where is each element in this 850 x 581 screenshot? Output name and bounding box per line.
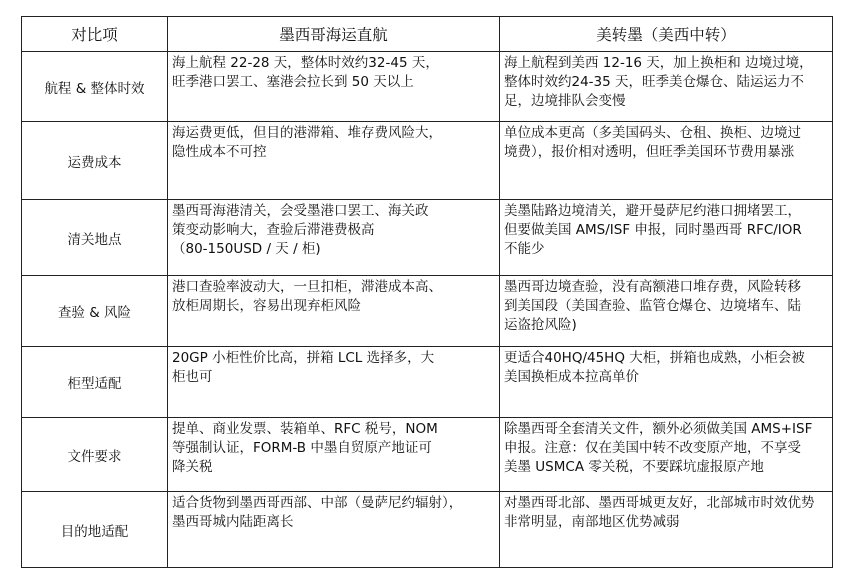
cell-line: 不能少 bbox=[504, 241, 545, 257]
cell-line: 旺季港口罢工、塞港会拉长到 50 天以上 bbox=[172, 74, 414, 90]
cell-line: 美墨 USMCA 零关税，不要踩坑虚报原产地 bbox=[504, 459, 764, 475]
direct-cell bbox=[168, 52, 500, 122]
header-item: 对比项 bbox=[22, 17, 168, 52]
cell-line: 20GP 小柜性价比高，拼箱 LCL 选择多，大 bbox=[172, 350, 435, 366]
row-label: 柜型适配 bbox=[22, 347, 168, 418]
cell-line: 美墨陆路边境清关，避开曼萨尼约港口拥堵罢工， bbox=[504, 203, 801, 219]
table-row bbox=[22, 52, 833, 122]
table-row bbox=[22, 347, 833, 418]
transit-cell bbox=[500, 492, 833, 568]
header-row bbox=[22, 17, 833, 52]
table-row bbox=[22, 276, 833, 347]
cell-line: 柜也可 bbox=[172, 369, 213, 385]
direct-cell bbox=[168, 276, 500, 347]
cell-line: 申报。注意：仅在美国中转不改变原产地，不享受 bbox=[504, 440, 801, 456]
table-row bbox=[22, 122, 833, 200]
cell-line: 到美国段（美国查验、监管仓爆仓、边境堵车、陆 bbox=[504, 298, 801, 314]
row-label: 查验 & 风险 bbox=[22, 276, 168, 347]
cell-line: 美国换柜成本拉高单价 bbox=[504, 369, 639, 385]
cell-line: 整体时效约24-35 天，旺季美仓爆仓、陆运运力不 bbox=[504, 74, 805, 90]
cell-line: 放柜周期长，容易出现弃柜风险 bbox=[172, 298, 361, 314]
table-row bbox=[22, 200, 833, 276]
cell-line: （80-150USD / 天 / 柜) bbox=[172, 241, 321, 257]
direct-cell bbox=[168, 492, 500, 568]
transit-cell bbox=[500, 122, 833, 200]
cell-line: 港口查验率波动大，一旦扣柜，滞港成本高、 bbox=[172, 279, 442, 295]
cell-line: 海运费更低，但目的港滞箱、堆存费风险大， bbox=[172, 125, 442, 141]
transit-cell bbox=[500, 347, 833, 418]
transit-cell bbox=[500, 52, 833, 122]
cell-line: 墨西哥边境查验，没有高额港口堆存费，风险转移 bbox=[504, 279, 801, 295]
cell-line: 墨西哥海港清关，会受墨港口罢工、海关政 bbox=[172, 203, 429, 219]
cell-line: 隐性成本不可控 bbox=[172, 144, 267, 160]
cell-line: 策变动影响大，查验后滞港费极高 bbox=[172, 222, 375, 238]
table-row bbox=[22, 492, 833, 568]
cell-line: 海上航程到美西 12-16 天，加上换柜和 边境过境， bbox=[504, 55, 813, 71]
row-label: 航程 & 整体时效 bbox=[22, 52, 168, 122]
direct-cell bbox=[168, 200, 500, 276]
direct-cell bbox=[168, 122, 500, 200]
direct-cell bbox=[168, 347, 500, 418]
cell-line: 适合货物到墨西哥西部、中部（曼萨尼约辐射）， bbox=[172, 495, 463, 511]
table-row bbox=[22, 418, 833, 492]
comparison-table-wrapper bbox=[21, 16, 832, 568]
cell-line: 除墨西哥全套清关文件，额外必须做美国 AMS+ISF bbox=[504, 421, 813, 437]
cell-line: 非常明显，南部地区优势减弱 bbox=[504, 514, 680, 530]
cell-line: 运盗抢风险) bbox=[504, 317, 577, 333]
cell-line: 境费），报价相对透明，但旺季美国环节费用暴涨 bbox=[504, 144, 795, 160]
header-direct: 墨西哥海运直航 bbox=[168, 17, 500, 52]
cell-line: 海上航程 22-28 天，整体时效约32-45 天， bbox=[172, 55, 439, 71]
cell-line: 墨西哥城内陆距离长 bbox=[172, 514, 294, 530]
cell-line: 单位成本更高（多美国码头、仓租、换柜、边境过 bbox=[504, 125, 801, 141]
cell-line: 更适合40HQ/45HQ 大柜，拼箱也成熟，小柜会被 bbox=[504, 350, 805, 366]
cell-line: 等强制认证，FORM-B 中墨自贸原产地证可 bbox=[172, 440, 432, 456]
row-label: 运费成本 bbox=[22, 122, 168, 200]
transit-cell bbox=[500, 418, 833, 492]
row-label: 清关地点 bbox=[22, 200, 168, 276]
cell-line: 足，边境排队会变慢 bbox=[504, 93, 626, 109]
cell-line: 但要做美国 AMS/ISF 申报，同时墨西哥 RFC/IOR bbox=[504, 222, 802, 238]
cell-line: 降关税 bbox=[172, 459, 213, 475]
cell-line: 提单、商业发票、装箱单、RFC 税号，NOM bbox=[172, 421, 438, 437]
transit-cell bbox=[500, 200, 833, 276]
comparison-table bbox=[21, 16, 833, 568]
direct-cell bbox=[168, 418, 500, 492]
transit-cell bbox=[500, 276, 833, 347]
row-label: 文件要求 bbox=[22, 418, 168, 492]
cell-line: 对墨西哥北部、墨西哥城更友好，北部城市时效优势 bbox=[504, 495, 815, 511]
header-transit: 美转墨（美西中转） bbox=[500, 17, 833, 52]
row-label: 目的地适配 bbox=[22, 492, 168, 568]
